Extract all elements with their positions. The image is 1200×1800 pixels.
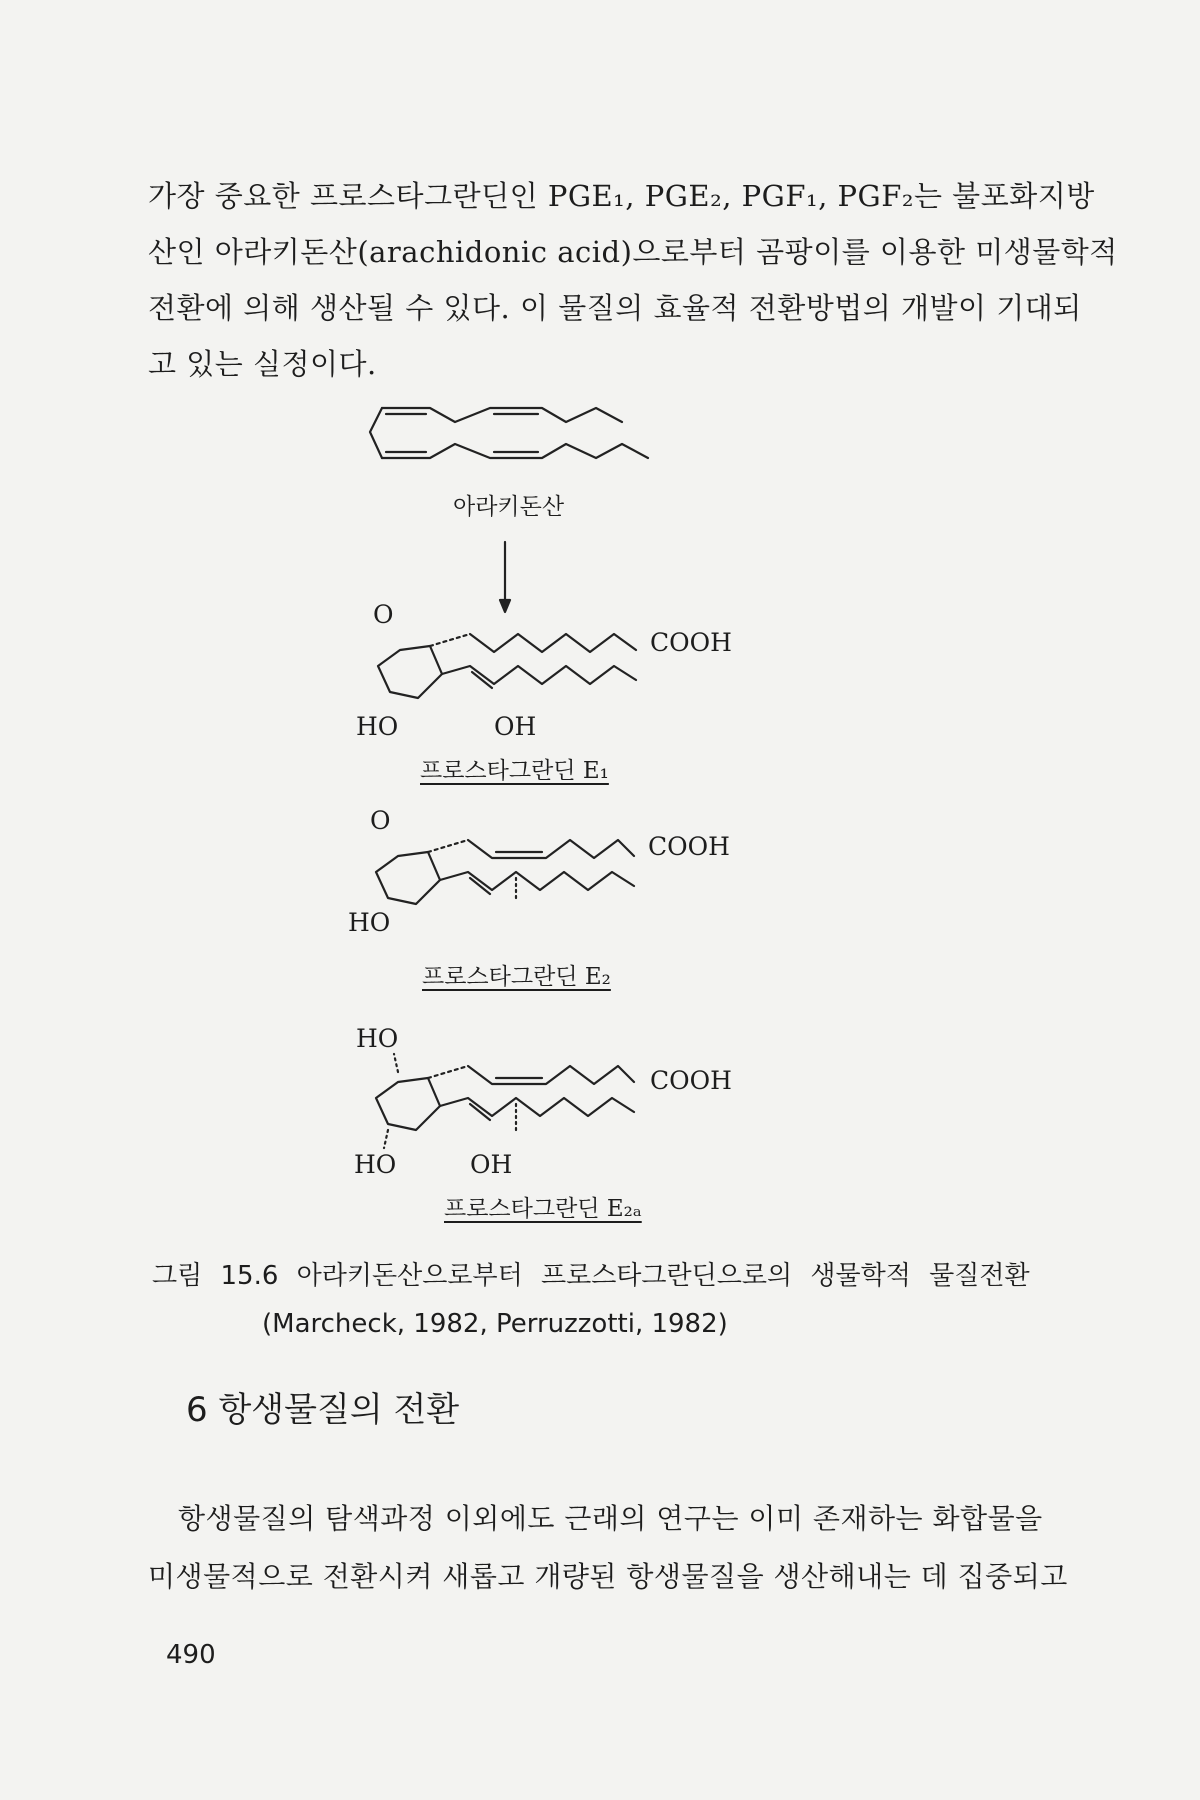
body-line-1: 항생물질의 탐색과정 이외에도 근래의 연구는 이미 존재하는 화합물을 xyxy=(178,1502,1043,1535)
page-number: 490 xyxy=(166,1640,216,1670)
pge1-omega-chain xyxy=(442,666,636,684)
intro-line-2: 산인 아라키돈산(arachidonic acid)으로부터 곰팡이를 이용한 미생물학적 xyxy=(148,235,1118,269)
pge2-o-label: O xyxy=(370,806,391,835)
pge2-dashed-bond xyxy=(428,840,468,852)
pgf2a-alpha-chain xyxy=(468,1066,634,1084)
arrow-head xyxy=(500,600,510,612)
pge1-ho-label: HO xyxy=(356,712,399,741)
pge1-name: 프로스타그란딘 E₁ xyxy=(420,758,609,784)
pge1-structure xyxy=(370,622,660,712)
arachidonic-label: 아라키돈산 xyxy=(453,494,565,520)
pgf2a-ring xyxy=(376,1078,440,1130)
pge2-cooh-label: COOH xyxy=(648,832,730,861)
caption-line-2: (Marcheck, 1982, Perruzzotti, 1982) xyxy=(262,1309,728,1339)
arachidonic-loop xyxy=(370,408,382,458)
pge1-o-label: O xyxy=(373,600,394,629)
pge2-ho-label: HO xyxy=(348,908,391,937)
arachidonic-acid-structure xyxy=(330,390,650,490)
intro-paragraph xyxy=(148,168,1118,392)
pgf2a-hashed-bottom-bond xyxy=(384,1130,388,1148)
pgf2a-structure xyxy=(368,1048,658,1158)
intro-line-1: 가장 중요한 프로스타그란딘인 PGE₁, PGE₂, PGF₁, PGF₂는 불포화지방 xyxy=(148,179,1095,213)
pge2-ring xyxy=(376,852,440,904)
pgf2a-dashed-bond xyxy=(428,1066,468,1078)
pgf2a-name: 프로스타그란딘 E₂ₐ xyxy=(444,1196,642,1222)
pgf2a-cooh-label: COOH xyxy=(650,1066,732,1095)
pge2-omega-chain xyxy=(440,872,634,890)
section-title: 6 항생물질의 전환 xyxy=(186,1390,460,1430)
pge1-alpha-chain xyxy=(470,634,636,652)
pgf2a-ho-top-label: HO xyxy=(356,1024,399,1053)
intro-line-3: 전환에 의해 생산될 수 있다. 이 물질의 효율적 전환방법의 개발이 기대되 xyxy=(148,291,1082,325)
body-paragraph xyxy=(148,1490,1068,1606)
body-line-2: 미생물적으로 전환시켜 새롭고 개량된 항생물질을 생산해내는 데 집중되고 xyxy=(148,1560,1068,1593)
caption-line-1: 그림 15.6 아라키돈산으로부터 프로스타그란딘으로의 생물학적 물질전환 xyxy=(152,1261,1030,1291)
pgf2a-ho-bottom-label: HO xyxy=(354,1150,397,1179)
pgf2a-oh-label: OH xyxy=(470,1150,513,1179)
pge2-alpha-chain xyxy=(468,840,634,858)
pge1-ring xyxy=(378,646,442,698)
pgf2a-omega-chain xyxy=(440,1098,634,1116)
pge1-dashed-bond xyxy=(430,634,470,646)
pge1-oh-label: OH xyxy=(494,712,537,741)
figure-caption xyxy=(152,1252,1052,1348)
pge2-structure xyxy=(368,828,658,918)
reaction-arrow xyxy=(495,540,515,615)
pge1-cooh-label: COOH xyxy=(650,628,732,657)
pge2-name: 프로스타그란딘 E₂ xyxy=(422,964,611,990)
pgf2a-hashed-top-bond xyxy=(394,1054,398,1072)
intro-line-4: 고 있는 실정이다. xyxy=(148,347,377,381)
